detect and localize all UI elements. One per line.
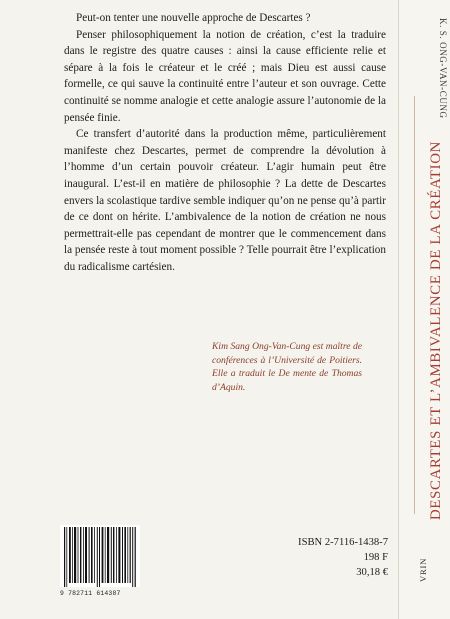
price-euro: 30,18 € (356, 567, 388, 578)
isbn-text: ISBN 2-7116-1438-7 (298, 537, 388, 548)
spine-publisher: VRIN (418, 557, 428, 582)
author-bio: Kim Sang Ong-Van-Cung est maître de conférences à l’Université de Poitiers. Elle a traduit le De mente de Thomas d’Aquin. (212, 341, 362, 393)
price-franc: 198 F (363, 552, 388, 563)
blurb-paragraph-1: Peut-on tenter une nouvelle approche de Descartes ? (76, 12, 311, 24)
blurb-paragraph-2: Penser philosophiquement la notion de création, c’est la traduire dans le registre des quatre causes : ainsi la cause efficiente relie et sépare à la fois le créateur et le créé ; mais Dieu est aussi cause formelle, ce qui sauve la continuité entre l’auteur et son ouvrage. Cette continuité se nomme analogie et cette analogie assure l’autonomie de la pensée finie. (64, 28, 386, 124)
isbn-price-block (268, 535, 388, 580)
blurb (64, 10, 386, 276)
spine-title: DESCARTES ET L’AMBIVALENCE DE LA CRÉATION (428, 141, 444, 520)
spine-author: K. S. ONG-VAN-CUNG (438, 18, 448, 119)
barcode (60, 525, 140, 587)
barcode-graphic (60, 525, 140, 587)
blurb-paragraph-3: Ce transfert d’autorité dans la production même, particulièrement manifeste chez Descartes, permet de comprendre la dévolution à l’homme d’un certain pouvoir créateur. L’agir humain peut être inaugural. L’est-il en matière de philosophie ? La dette de Descartes envers la scolastique tardive semble indiquer qu’on ne pense qu’à partir de ce dont on hérite. L’ambivalence de la notion de création ne nous permettrait-elle pas cependant de montrer que le commencement dans la pensée reste à tout moment possible ? Telle pourrait être l’explication du radicalisme cartésien. (64, 128, 386, 273)
barcode-number: 9 782711 614387 (60, 590, 121, 597)
spine-divider (414, 96, 415, 514)
